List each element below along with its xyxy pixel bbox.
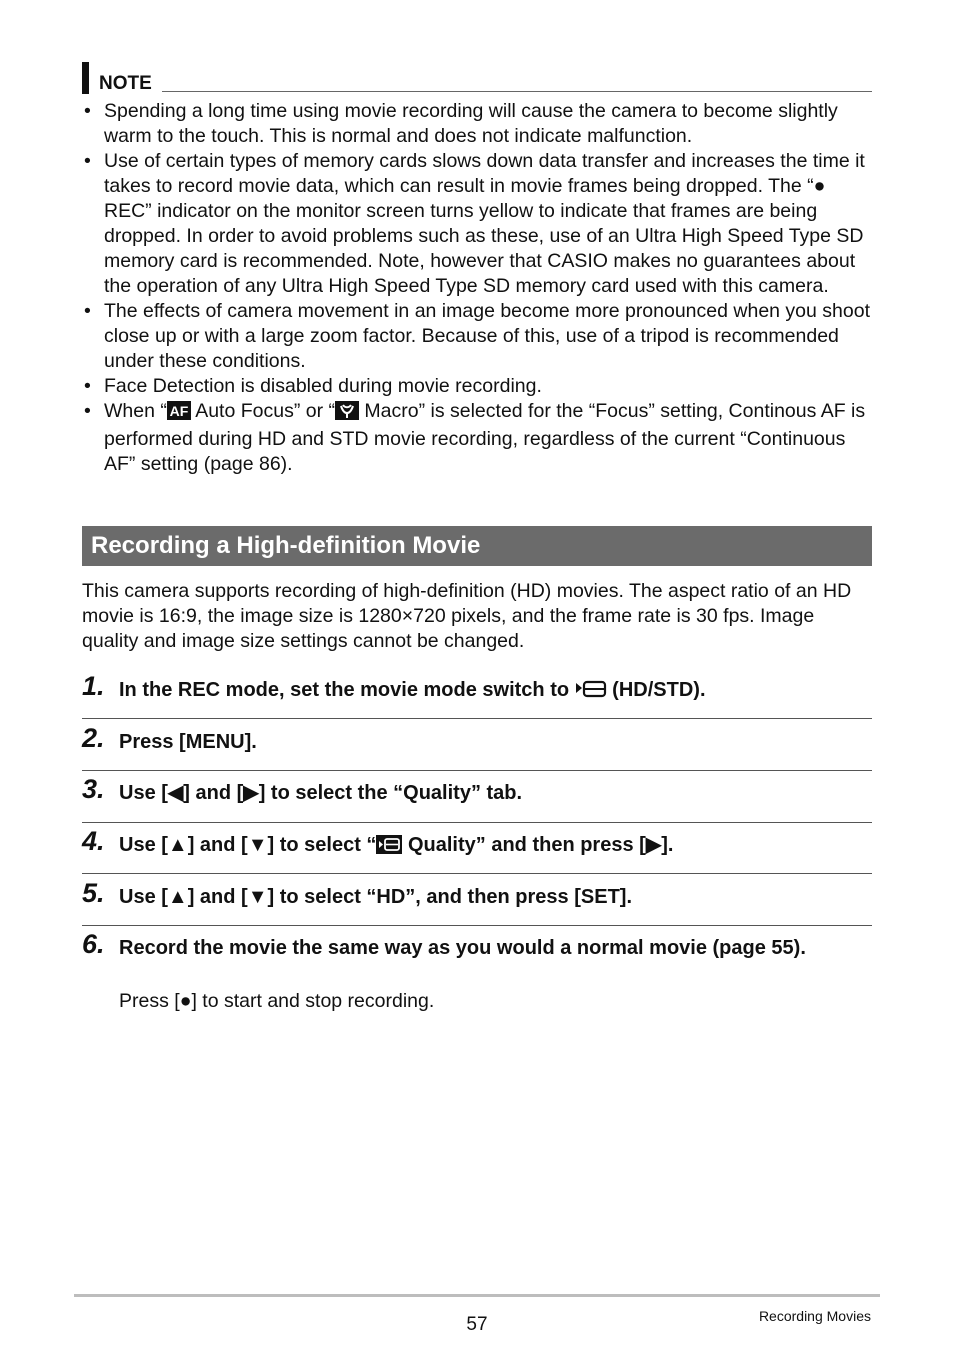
note-divider: [162, 91, 872, 92]
page-number: 57: [466, 1314, 488, 1335]
step-number: 3.: [82, 774, 105, 804]
movie-quality-icon: [376, 835, 402, 861]
section-intro: This camera supports recording of high-definition (HD) movies. The aspect ratio of an HD movie is 16:9, the image size is 1280×720 pixels, and the frame rate is 30 fps. Image quality and image size settings cannot be changed.: [82, 580, 852, 652]
step-divider: [82, 873, 872, 874]
right-arrow-icon: ▶: [243, 782, 259, 804]
note-bullet: • Spending a long time using movie recording will cause the camera to become slightly warm to the touch. This is normal and does not indicate malfunction.: [84, 100, 838, 147]
step-text: Use [▲] and [▼] to select “ Quality” and then press [▶].: [119, 832, 859, 861]
note-bullet: • Face Detection is disabled during movie recording.: [84, 375, 542, 397]
down-arrow-icon: ▼: [247, 834, 268, 856]
down-arrow-icon: ▼: [247, 886, 268, 908]
right-arrow-icon: ▶: [645, 834, 662, 856]
note-bullet-list: [84, 99, 874, 477]
af-icon: [167, 401, 191, 427]
step-text: Record the movie the same way as you would a normal movie (page 55).: [119, 937, 806, 959]
up-arrow-icon: ▲: [167, 886, 188, 908]
step-divider: [82, 718, 872, 719]
step-number: 6.: [82, 929, 105, 959]
svg-text:AF: AF: [169, 403, 189, 419]
note-header: [82, 62, 872, 94]
step-divider: [82, 822, 872, 823]
step-text: Press [MENU].: [119, 731, 257, 753]
section-heading-bar: [82, 526, 872, 566]
up-arrow-icon: ▲: [167, 834, 188, 856]
record-button-icon: ●: [179, 990, 192, 1012]
note-bullet: • The effects of camera movement in an image become more pronounced when you shoot close up or with a large zoom factor. Because of this, use of a tripod is recommended under these conditions.: [84, 300, 870, 372]
macro-flower-icon: [335, 401, 359, 427]
chapter-title: Recording Movies: [758, 1308, 871, 1324]
footer-divider: [74, 1294, 880, 1297]
step-subtext: Press [●] to start and stop recording.: [119, 990, 435, 1012]
step-text: Use [▲] and [▼] to select “HD”, and then press [SET].: [119, 886, 633, 908]
step-number: 1.: [82, 671, 105, 701]
note-bullet: • When “ AF Auto Focus” or “ Macro” is selected for the “Focus” setting, Continous AF is performed during HD and STD movie recording, regardless of the current “Continuous AF” setting (page 86).: [84, 400, 866, 475]
left-arrow-icon: ◀: [167, 782, 184, 804]
movie-hd-std-icon: [575, 679, 607, 706]
section-title: Recording a High-definition Movie: [91, 532, 481, 559]
step-text: In the REC mode, set the movie mode switch to (HD/STD).: [119, 677, 859, 706]
step-text: Use [◀] and [▶] to select the “Quality” tab.: [119, 782, 523, 804]
step-divider: [82, 925, 872, 926]
step-divider: [82, 770, 872, 771]
step-number: 4.: [82, 826, 105, 856]
step-number: 5.: [82, 878, 105, 908]
note-marker-bar: [82, 62, 89, 94]
note-label: NOTE: [99, 73, 152, 94]
note-bullet: • Use of certain types of memory cards slows down data transfer and increases the time it takes to record movie data, which can result in movie frames being dropped. The “● REC” indicator on the monitor screen turns yellow to indicate that frames are being dropped. In order to avoid problems such as these, use of an Ultra High Speed Type SD memory card is recommended. Note, however that CASIO makes no guarantees about the operation of any Ultra High Speed Type SD memory card used with this camera.: [84, 150, 865, 297]
step-number: 2.: [82, 723, 105, 753]
